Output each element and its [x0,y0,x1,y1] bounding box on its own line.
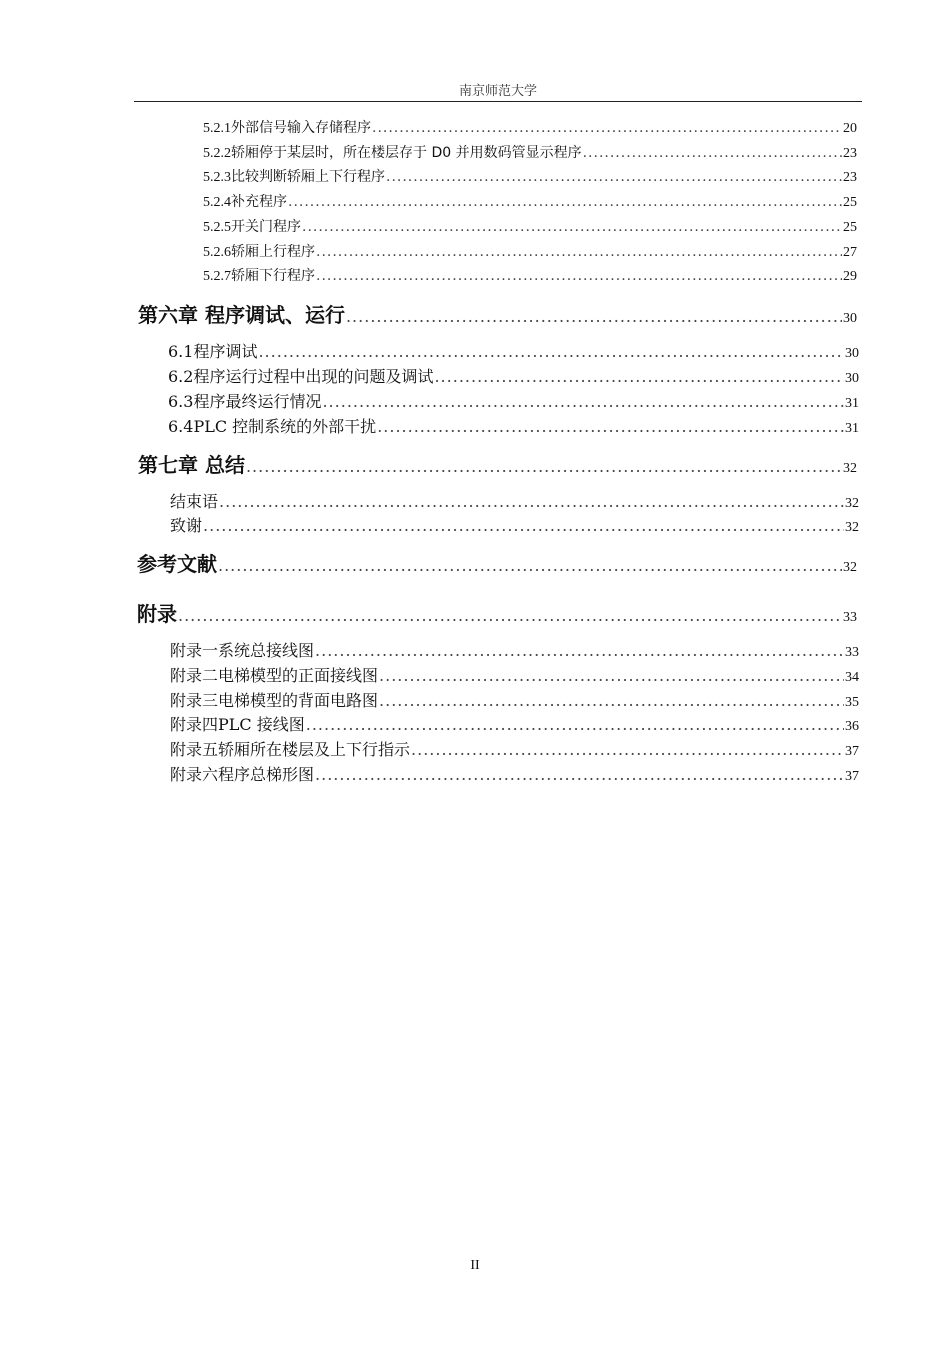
toc-entry-6-3[interactable] [168,389,859,411]
toc-number: 6.2 [168,367,194,386]
toc-number: 6.1 [168,342,194,361]
toc-title: 程序总梯形图 [218,765,315,784]
toc-title: 程序运行过程中出现的问题及调试 [193,367,434,386]
toc-number: 附录二 [170,666,219,685]
toc-references[interactable] [137,548,857,576]
toc-leader [372,120,842,136]
toc-title: PLC 控制系统的外部干扰 [193,417,377,436]
toc-number: 6.3 [168,392,194,411]
toc-page: 29 [843,269,857,284]
toc-entry-6-1[interactable] [168,339,859,361]
toc-title: 轿厢上行程序 [231,244,315,260]
toc-page: 32 [843,461,857,476]
toc-leader [434,367,844,386]
toc-leader [322,392,844,411]
toc-page: 37 [845,769,859,784]
toc-number: 5.2.1 [203,121,231,136]
toc-number: 附录六 [170,765,219,784]
toc-title: 系统总接线图 [218,641,315,660]
toc-entry-5-2-4[interactable] [203,191,857,211]
toc-number: 5.2.7 [203,269,231,284]
toc-leader [316,268,842,284]
toc-leader [377,417,844,436]
toc-number: 6.4 [168,417,194,436]
toc-page: 27 [843,245,857,260]
toc-chapter-title: 第六章 程序调试、运行 [138,303,345,327]
toc-leader [246,457,842,476]
toc-leader [583,145,842,161]
toc-number: 5.2.3 [203,170,231,185]
toc-entry-5-2-7[interactable] [203,265,857,285]
toc-page: 25 [843,195,857,210]
toc-leader [315,641,844,660]
toc-page: 36 [845,719,859,734]
page-number: II [470,1258,480,1273]
toc-page: 23 [843,146,857,161]
toc-number: 附录四 [170,715,219,734]
toc-page: 33 [845,645,859,660]
toc-page: 35 [845,695,859,710]
toc-leader [288,194,842,210]
toc-title: 电梯模型的正面接线图 [218,666,379,685]
toc-page: 33 [843,610,857,625]
toc-page: 31 [845,396,859,411]
toc-page: 34 [845,670,859,685]
toc-entry-5-2-3[interactable] [203,166,857,186]
toc-appendix-4[interactable] [170,712,859,734]
toc-leader [219,492,844,511]
toc-chapter-7[interactable] [138,449,857,477]
toc-number: 附录一 [170,641,219,660]
toc-leader [411,740,844,759]
toc-page: 32 [843,560,857,575]
toc-number: 5.2.5 [203,220,231,235]
toc-entry-5-2-5[interactable] [203,216,857,236]
toc-title: 程序最终运行情况 [193,392,322,411]
toc-chapter-title: 第七章 总结 [138,453,245,477]
toc-title: 结束语 [170,492,219,511]
toc-chapter-title: 附录 [137,602,177,626]
toc-chapter-title: 参考文献 [137,552,217,576]
toc-page: 30 [845,346,859,361]
toc-leader [258,342,844,361]
toc-appendix-2[interactable] [170,663,859,685]
toc-appendix-3[interactable] [170,688,859,710]
toc-number: 5.2.4 [203,195,231,210]
toc-page: 32 [845,496,859,511]
toc-appendix-5[interactable] [170,737,859,759]
toc-title: 比较判断轿厢上下行程序 [231,169,385,185]
toc-title: 轿厢下行程序 [231,268,315,284]
toc-leader [178,606,842,625]
toc-leader [306,715,844,734]
toc-title: 轿厢所在楼层及上下行指示 [218,740,411,759]
toc-page: 30 [845,371,859,386]
toc-page: 25 [843,220,857,235]
toc-title: 电梯模型的背面电路图 [218,691,379,710]
toc-page: 23 [843,170,857,185]
toc-entry-5-2-1[interactable] [203,117,857,137]
toc-title: 致谢 [170,516,203,535]
toc-leader [379,691,844,710]
toc-page: 32 [845,520,859,535]
toc-appendix-6[interactable] [170,762,859,784]
toc-number: 附录五 [170,740,219,759]
toc-entry-conclusion[interactable] [170,489,859,511]
toc-title: 补充程序 [231,194,287,210]
toc-leader [386,169,842,185]
toc-number: 5.2.6 [203,245,231,260]
page-header: 南京师范大学 [458,84,537,99]
toc-title: 程序调试 [193,342,258,361]
toc-title: 轿厢停于某层时，所在楼层存于 D0 并用数码管显示程序 [231,145,582,161]
toc-title: PLC 接线图 [218,715,305,734]
toc-entry-5-2-6[interactable] [203,241,857,261]
toc-title: 开关门程序 [231,219,301,235]
toc-number: 附录三 [170,691,219,710]
toc-entry-6-4[interactable] [168,414,859,436]
toc-entry-6-2[interactable] [168,364,859,386]
toc-leader [218,556,842,575]
toc-page: 30 [843,311,857,326]
toc-title: 外部信号输入存储程序 [231,120,371,136]
toc-page: 37 [845,744,859,759]
toc-number: 5.2.2 [203,146,231,161]
toc-leader [316,244,842,260]
toc-leader [379,666,844,685]
toc-entry-acknowledgements[interactable] [170,513,859,535]
toc-leader [315,765,844,784]
toc-page: 31 [845,421,859,436]
toc-entry-5-2-2[interactable] [203,142,857,162]
toc-chapter-6[interactable] [138,299,857,327]
toc-appendix-1[interactable] [170,638,859,660]
toc-leader [346,307,842,326]
toc-leader [302,219,842,235]
toc-leader [203,516,844,535]
toc-appendix[interactable] [137,598,857,626]
toc-page: 20 [843,121,857,136]
